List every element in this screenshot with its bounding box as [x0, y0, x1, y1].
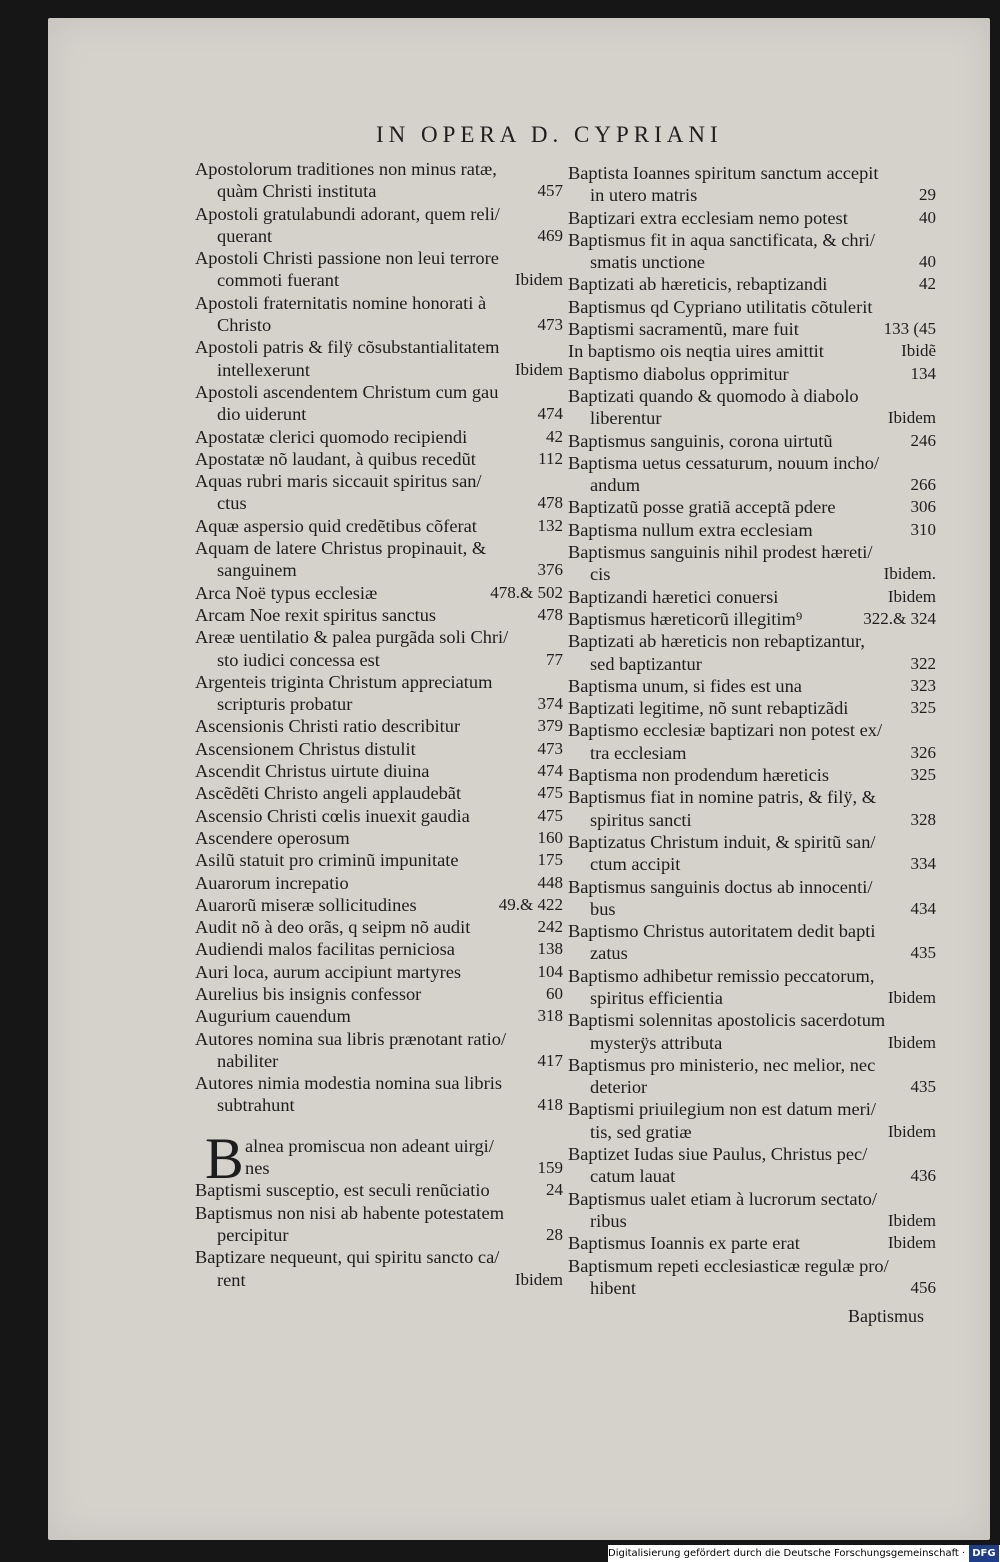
- entry-line: Apostatæ nõ laudant, à quibus recedũt: [195, 448, 476, 469]
- index-entry: [195, 827, 567, 849]
- entry-line: hibent: [590, 1277, 636, 1298]
- page-reference: 134: [910, 363, 936, 383]
- entry-line: Baptizati ab hæreticis, rebaptizandi: [568, 274, 828, 295]
- index-entry: [195, 961, 567, 983]
- page-reference: 328: [910, 809, 936, 829]
- entry-line: Asilũ statuit pro criminũ impunitate: [195, 850, 459, 871]
- entry-line: tis, sed gratiæ: [590, 1121, 692, 1142]
- entry-line: Apostoli Christi passione non leui terrore: [195, 248, 499, 269]
- entry-line: smatis unctione: [590, 252, 705, 273]
- entry-line: spiritus efficientia: [590, 987, 723, 1008]
- index-entry: [195, 537, 567, 582]
- entry-line: Baptismus pro ministerio, nec melior, nec: [568, 1054, 876, 1075]
- entry-line: commoti fuerant: [217, 270, 340, 291]
- page-reference: 175: [537, 850, 563, 870]
- page-reference: Ibidem: [887, 1233, 936, 1253]
- entry-line: Aquam de latere Christus propinauit, &: [195, 538, 487, 559]
- entry-line: ctus: [217, 493, 247, 514]
- entry-line: Baptismo adhibetur remissio peccatorum,: [568, 965, 875, 986]
- index-entry: [195, 916, 567, 938]
- index-entry: [195, 938, 567, 960]
- entry-line: Auri loca, aurum accipiunt martyres: [195, 961, 462, 982]
- entry-line: rent: [217, 1269, 246, 1290]
- entry-line: Baptismus non nisi ab habente potestatem: [195, 1202, 505, 1223]
- entry-line: liberentur: [590, 408, 662, 429]
- index-entry: [568, 630, 940, 675]
- page-reference: Ibidem: [514, 270, 563, 290]
- page-reference: 478.& 502: [490, 582, 563, 602]
- entry-line: Ascendit Christus uirtute diuina: [195, 761, 430, 782]
- index-entry: [195, 671, 567, 716]
- index-entry: [195, 872, 567, 894]
- entry-line: Ascendere operosum: [195, 827, 350, 848]
- entry-line: Baptismus sanguinis nihil prodest hæreti/: [568, 542, 873, 563]
- index-entry: [568, 452, 940, 497]
- index-entry: [195, 448, 567, 470]
- entry-line: dio uiderunt: [217, 404, 307, 425]
- index-entry: [195, 470, 567, 515]
- entry-line: In baptismo ois neqtia uires amittit: [568, 341, 824, 362]
- entry-line: spiritus sancti: [590, 809, 692, 830]
- index-entry: [568, 1232, 940, 1254]
- page-reference: 435: [910, 1077, 936, 1097]
- entry-line: percipitur: [217, 1224, 289, 1245]
- page-reference: 310: [910, 519, 936, 539]
- entry-line: andum: [590, 475, 641, 496]
- entry-line: sto iudici concessa est: [217, 649, 380, 670]
- entry-line: ribus: [590, 1210, 627, 1231]
- entry-line: Baptisma nullum extra ecclesiam: [568, 519, 813, 540]
- entry-line: Apostoli patris & filÿ cõsubstantialitatem: [195, 337, 500, 358]
- entry-line: Baptismi solennitas apostolicis sacerdotum: [568, 1010, 886, 1031]
- entry-line: Ascensio Christi cœlis inuexit gaudia: [195, 805, 470, 826]
- page-reference: Ibidem: [887, 586, 936, 606]
- page-reference: 242: [537, 917, 563, 937]
- index-entry: [195, 1202, 567, 1247]
- entry-line: deterior: [590, 1077, 648, 1098]
- index-entry: [195, 715, 567, 737]
- page-reference: 473: [537, 315, 563, 335]
- entry-line: Autores nomina sua libris prænotant ratio/: [195, 1028, 507, 1049]
- index-entry: [568, 876, 940, 921]
- index-entry: [195, 604, 567, 626]
- page-reference: Ibidẽ: [901, 341, 936, 361]
- page-reference: 418: [537, 1095, 563, 1115]
- entry-line: sed baptizantur: [590, 653, 702, 674]
- index-entry: [195, 1028, 567, 1073]
- entry-line: Baptismi sacramentũ, mare fuit: [568, 319, 799, 340]
- entry-line: nes: [245, 1158, 270, 1179]
- index-entry: [568, 786, 940, 831]
- entry-line: Baptizatũ posse gratiã acceptã pdere: [568, 497, 836, 518]
- index-entry: [568, 1188, 940, 1233]
- drop-cap-initial: B: [205, 1125, 244, 1191]
- index-entry: [568, 496, 940, 518]
- entry-line: Ascensionis Christi ratio describitur: [195, 716, 461, 737]
- page-reference: 417: [537, 1050, 563, 1070]
- index-entry: [195, 515, 567, 537]
- entry-line: Baptismus Ioannis ex parte erat: [568, 1233, 800, 1254]
- entry-line: Baptisma unum, si fides est una: [568, 675, 802, 696]
- entry-line: Ascẽdẽti Christo angeli applaudebãt: [195, 783, 462, 804]
- index-entry: [568, 340, 940, 362]
- entry-line: Auarorũ miseræ sollicitudines: [195, 894, 417, 915]
- index-entry: [195, 582, 567, 604]
- entry-line: Baptismo diabolus opprimitur: [568, 363, 789, 384]
- page-reference: 478: [537, 493, 563, 513]
- index-entry: [568, 965, 940, 1010]
- index-entry: [195, 983, 567, 1005]
- page-reference: 28: [546, 1224, 563, 1244]
- entry-line: tra ecclesiam: [590, 742, 687, 763]
- entry-line: alnea promiscua non adeant uirgi/: [245, 1135, 494, 1156]
- entry-line: cis: [590, 564, 611, 585]
- entry-line: Baptismum repeti ecclesiasticæ regulæ pro/: [568, 1255, 889, 1276]
- page-reference: 325: [910, 698, 936, 718]
- index-entry: [195, 158, 567, 203]
- entry-line: Apostoli gratulabundi adorant, quem reli/: [195, 203, 500, 224]
- entry-line: quàm Christi instituta: [217, 181, 377, 202]
- index-entry: [195, 738, 567, 760]
- page-reference: 374: [537, 694, 563, 714]
- entry-line: Audiendi malos facilitas perniciosa: [195, 939, 455, 960]
- digitization-footer: [608, 1545, 1000, 1562]
- entry-line: Apostatæ clerici quomodo recipiendi: [195, 426, 468, 447]
- page-reference: Ibidem: [887, 408, 936, 428]
- index-entry: [568, 1098, 940, 1143]
- left-column: [195, 158, 567, 1291]
- right-column: [568, 162, 940, 1299]
- entry-line: Aquæ aspersio quid credẽtibus cõferat: [195, 515, 477, 536]
- entry-line: Areæ uentilatio & palea purgãda soli Chri/: [195, 627, 509, 648]
- entry-line: Baptisma uetus cessaturum, nouum incho/: [568, 452, 880, 473]
- entry-line: Apostolorum traditiones non minus ratæ,: [195, 159, 497, 179]
- index-entry: [195, 894, 567, 916]
- page-reference: 436: [910, 1166, 936, 1186]
- page-reference: Ibidem: [887, 1032, 936, 1052]
- entry-line: Baptismus fit in aqua sanctificata, & chri/: [568, 229, 875, 250]
- entry-line: Baptizati ab hæreticis non rebaptizantur,: [568, 631, 865, 652]
- index-entry: [195, 782, 567, 804]
- entry-line: Arca Noë typus ecclesiæ: [195, 582, 378, 603]
- entry-line: Christo: [217, 315, 272, 336]
- index-entry: [195, 292, 567, 337]
- page-reference: 457: [537, 181, 563, 201]
- index-entry: [568, 1255, 940, 1300]
- page-reference: 138: [537, 939, 563, 959]
- index-entry: [568, 920, 940, 965]
- page-reference: Ibidem: [514, 359, 563, 379]
- page-reference: 473: [537, 738, 563, 758]
- page-reference: 475: [537, 805, 563, 825]
- page-reference: 246: [910, 430, 936, 450]
- page-reference: 77: [546, 649, 563, 669]
- index-entry: [195, 1005, 567, 1027]
- index-entry: [195, 760, 567, 782]
- page-reference: 325: [910, 765, 936, 785]
- index-entry: [568, 363, 940, 385]
- entry-line: Apostoli ascendentem Christum cum gau: [195, 381, 499, 402]
- index-entry: [568, 697, 940, 719]
- index-entry: [195, 247, 567, 292]
- entry-line: sanguinem: [217, 560, 297, 581]
- entry-line: Baptismus sanguinis doctus ab innocenti/: [568, 876, 873, 897]
- page-reference: 474: [537, 761, 563, 781]
- index-entry: [568, 318, 940, 340]
- page-reference: 40: [919, 252, 936, 272]
- entry-line: subtrahunt: [217, 1095, 295, 1116]
- entry-line: Baptismo ecclesiæ baptizari non potest ex/: [568, 720, 883, 741]
- dfg-logo: DFG: [969, 1545, 998, 1562]
- entry-line: Baptismus fiat in nomine patris, & filÿ, &: [568, 787, 877, 808]
- entry-line: zatus: [590, 943, 628, 964]
- entry-line: scripturis probatur: [217, 694, 353, 715]
- entry-line: Baptizati quando & quomodo à diabolo: [568, 385, 859, 406]
- entry-line: Baptizandi hæretici conuersi: [568, 586, 779, 607]
- entry-line: Ascensionem Christus distulit: [195, 738, 416, 759]
- page-reference: 42: [919, 274, 936, 294]
- page-reference: 159: [537, 1158, 563, 1178]
- entry-line: Baptizare nequeunt, qui spiritu sancto ca/: [195, 1247, 500, 1268]
- entry-line: Baptismi susceptio, est seculi renũciatio: [195, 1180, 490, 1201]
- page-reference: 478: [537, 604, 563, 624]
- entry-line: bus: [590, 898, 616, 919]
- entry-line: Apostoli fraternitatis nomine honorati à: [195, 292, 487, 313]
- page-reference: 326: [910, 742, 936, 762]
- index-entry: [568, 430, 940, 452]
- index-entry: [195, 1072, 567, 1117]
- entry-line: catum lauat: [590, 1166, 676, 1187]
- index-entry: [568, 764, 940, 786]
- section-gap: [195, 1117, 567, 1135]
- page-reference: Ibidem.: [883, 564, 936, 584]
- entry-line: Baptista Ioannes spiritum sanctum accepit: [568, 163, 879, 183]
- index-entry: [568, 719, 940, 764]
- page-reference: 40: [919, 207, 936, 227]
- page-reference: 379: [537, 716, 563, 736]
- running-header: IN OPERA D. CYPRIANI: [376, 122, 723, 147]
- entry-line: Baptizet Iudas siue Paulus, Christus pec/: [568, 1144, 868, 1165]
- index-entry: [568, 1054, 940, 1099]
- index-entry: [568, 1009, 940, 1054]
- page-reference: 133 (45: [883, 319, 936, 339]
- entry-line: Auarorum increpatio: [195, 872, 349, 893]
- page-reference: 469: [537, 225, 563, 245]
- index-entry: [568, 229, 940, 274]
- page-reference: 60: [546, 983, 563, 1003]
- catchword: Baptismus: [848, 1306, 925, 1326]
- page-reference: Ibidem: [887, 1121, 936, 1141]
- index-entry: [195, 426, 567, 448]
- index-entry: [195, 381, 567, 426]
- index-entry: [568, 273, 940, 295]
- index-entry: [195, 805, 567, 827]
- entry-line: Autores nimia modestia nomina sua libris: [195, 1073, 502, 1094]
- index-entry: [195, 336, 567, 381]
- entry-line: Baptizati legitime, nõ sunt rebaptizãdi: [568, 698, 849, 719]
- entry-line: querant: [217, 225, 273, 246]
- index-entry: [195, 849, 567, 871]
- page-reference: Ibidem: [887, 987, 936, 1007]
- page-reference: Ibidem: [887, 1210, 936, 1230]
- page-reference: 322.& 324: [863, 608, 936, 628]
- entry-line: Baptismus hæreticorũ illegitim⁹: [568, 608, 803, 629]
- entry-line: Baptisma non prodendum hæreticis: [568, 765, 830, 786]
- index-entry: [568, 296, 940, 318]
- page-reference: 112: [538, 448, 563, 468]
- index-entry: [568, 675, 940, 697]
- page-reference: 104: [537, 961, 563, 981]
- page-reference: 24: [546, 1180, 563, 1200]
- index-entry: [195, 1179, 567, 1201]
- page-reference: 475: [537, 783, 563, 803]
- entry-line: Augurium cauendum: [195, 1006, 351, 1027]
- index-entry: [568, 519, 940, 541]
- footer-text: Digitalisierung gefördert durch die Deutsche Forschungsgemeinschaft ·: [608, 1548, 966, 1559]
- index-entry: [195, 203, 567, 248]
- entry-line: Aquas rubri maris siccauit spiritus san/: [195, 471, 482, 492]
- index-entry: [568, 1143, 940, 1188]
- page-reference: 456: [910, 1277, 936, 1297]
- page-reference: 49.& 422: [498, 894, 563, 914]
- entry-line: mysterÿs attributa: [590, 1032, 723, 1053]
- page-reference: 29: [919, 185, 936, 205]
- entry-line: Baptismus ualet etiam à lucrorum sectato/: [568, 1188, 877, 1209]
- index-entry: [568, 385, 940, 430]
- page-reference: 474: [537, 404, 563, 424]
- page-reference: 266: [910, 475, 936, 495]
- entry-line: Baptismi priuilegium non est datum meri/: [568, 1099, 877, 1120]
- entry-line: Baptizari extra ecclesiam nemo potest: [568, 207, 848, 228]
- index-entry: [568, 162, 940, 207]
- index-entry: [568, 831, 940, 876]
- page-reference: 42: [546, 426, 563, 446]
- entry-line: in utero matris: [590, 185, 698, 206]
- entry-line: Aurelius bis insignis confessor: [195, 983, 422, 1004]
- page-reference: 434: [910, 898, 936, 918]
- page-reference: 376: [537, 560, 563, 580]
- entry-line: Baptismus qd Cypriano utilitatis cõtulerit: [568, 296, 873, 317]
- index-entry: [568, 608, 940, 630]
- page-reference: 160: [537, 827, 563, 847]
- entry-line: Baptismus sanguinis, corona uirtutũ: [568, 430, 833, 451]
- index-entry: [568, 586, 940, 608]
- entry-line: ctum accipit: [590, 854, 681, 875]
- entry-line: Argenteis triginta Christum appreciatum: [195, 671, 493, 692]
- entry-line: Baptizatus Christum induit, & spiritũ san/: [568, 831, 876, 852]
- page-reference: 435: [910, 943, 936, 963]
- entry-line: nabiliter: [217, 1050, 279, 1071]
- page-reference: 306: [910, 497, 936, 517]
- index-entry: [568, 207, 940, 229]
- index-entry: [195, 626, 567, 671]
- page-reference: 323: [910, 675, 936, 695]
- page-reference: 334: [910, 854, 936, 874]
- page-reference: 132: [537, 515, 563, 535]
- entry-line: intellexerunt: [217, 359, 310, 380]
- page-reference: 448: [537, 872, 563, 892]
- index-entry: [568, 541, 940, 586]
- entry-line: Arcam Noe rexit spiritus sanctus: [195, 604, 437, 625]
- page-reference: 322: [910, 653, 936, 673]
- index-entry: [195, 1246, 567, 1291]
- entry-line: Baptismo Christus autoritatem dedit bapti: [568, 921, 876, 942]
- page-reference: Ibidem: [514, 1269, 563, 1289]
- entry-line: Audit nõ à deo orãs, q seipm nõ audit: [195, 917, 471, 938]
- page-reference: 318: [537, 1006, 563, 1026]
